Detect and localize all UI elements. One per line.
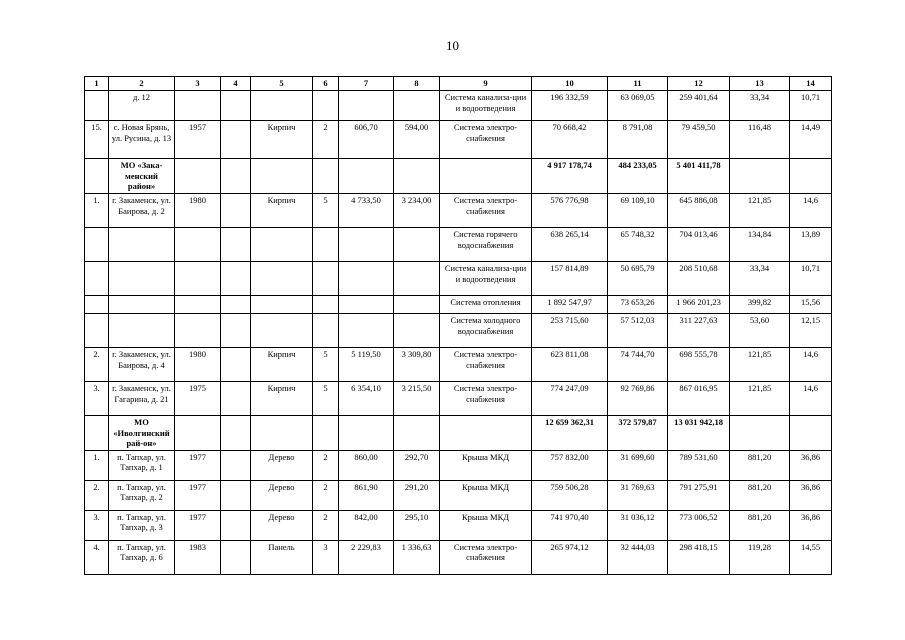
- cost-14-cell: 14,6: [790, 347, 832, 381]
- area-living-cell: [394, 91, 440, 121]
- cost-11-cell: 92 769,86: [608, 381, 668, 415]
- cost-14-cell: 13,89: [790, 227, 832, 261]
- cost-10-cell: 757 832,00: [532, 450, 608, 480]
- cost-13-cell: 881,20: [730, 450, 790, 480]
- col4-cell: [221, 510, 251, 540]
- floors-cell: 2: [313, 510, 339, 540]
- cost-10-cell: 1 892 547,97: [532, 295, 608, 313]
- cost-11-cell: 74 744,70: [608, 347, 668, 381]
- cost-12-cell: 5 401 411,78: [668, 159, 730, 194]
- header-cell: 6: [313, 77, 339, 91]
- cost-13-cell: 33,34: [730, 91, 790, 121]
- col4-cell: [221, 227, 251, 261]
- floors-cell: 5: [313, 347, 339, 381]
- area-living-cell: 291,20: [394, 480, 440, 510]
- cost-14-cell: [790, 159, 832, 194]
- cost-12-cell: 298 418,15: [668, 540, 730, 574]
- row-number: 15.: [85, 121, 109, 159]
- system-cell: [440, 159, 532, 194]
- row-number: [85, 261, 109, 295]
- col4-cell: [221, 261, 251, 295]
- col4-cell: [221, 295, 251, 313]
- cost-12-cell: 773 006,52: [668, 510, 730, 540]
- cost-12-cell: 789 531,60: [668, 450, 730, 480]
- cost-12-cell: 13 031 942,18: [668, 415, 730, 450]
- cost-14-cell: 12,15: [790, 313, 832, 347]
- col4-cell: [221, 159, 251, 194]
- header-cell: 12: [668, 77, 730, 91]
- cost-11-cell: 372 579,87: [608, 415, 668, 450]
- material-cell: [251, 295, 313, 313]
- area-total-cell: [339, 295, 394, 313]
- cost-13-cell: 119,28: [730, 540, 790, 574]
- system-cell: Система канализа-ции и водоотведения: [440, 261, 532, 295]
- floors-cell: [313, 91, 339, 121]
- area-living-cell: 3 215,50: [394, 381, 440, 415]
- system-cell: Система электро-снабжения: [440, 347, 532, 381]
- cost-13-cell: 134,84: [730, 227, 790, 261]
- table-row: [85, 450, 832, 480]
- year-cell: [175, 313, 221, 347]
- cost-13-cell: 33,34: [730, 261, 790, 295]
- cost-14-cell: 10,71: [790, 261, 832, 295]
- area-total-cell: 860,00: [339, 450, 394, 480]
- table-row: [85, 227, 832, 261]
- floors-cell: [313, 313, 339, 347]
- address-cell: [109, 227, 175, 261]
- row-number: [85, 91, 109, 121]
- cost-14-cell: 36,86: [790, 450, 832, 480]
- cost-14-cell: 15,56: [790, 295, 832, 313]
- address-cell: МО «Иволгинский рай-он»: [109, 415, 175, 450]
- table-row: [85, 261, 832, 295]
- cost-13-cell: [730, 159, 790, 194]
- area-living-cell: 292,70: [394, 450, 440, 480]
- area-living-cell: [394, 261, 440, 295]
- cost-10-cell: 774 247,09: [532, 381, 608, 415]
- area-total-cell: [339, 91, 394, 121]
- area-living-cell: [394, 415, 440, 450]
- cost-12-cell: 698 555,78: [668, 347, 730, 381]
- material-cell: [251, 227, 313, 261]
- header-cell: 5: [251, 77, 313, 91]
- cost-10-cell: 576 776,98: [532, 193, 608, 227]
- floors-cell: [313, 159, 339, 194]
- col4-cell: [221, 381, 251, 415]
- header-cell: 3: [175, 77, 221, 91]
- cost-12-cell: 79 459,50: [668, 121, 730, 159]
- header-cell: 13: [730, 77, 790, 91]
- table-row: [85, 480, 832, 510]
- col4-cell: [221, 450, 251, 480]
- floors-cell: [313, 415, 339, 450]
- floors-cell: [313, 261, 339, 295]
- area-total-cell: 842,00: [339, 510, 394, 540]
- material-cell: [251, 159, 313, 194]
- address-cell: МО «Зака-менский район»: [109, 159, 175, 194]
- cost-13-cell: 121,85: [730, 193, 790, 227]
- address-cell: [109, 261, 175, 295]
- area-total-cell: [339, 415, 394, 450]
- material-cell: Кирпич: [251, 121, 313, 159]
- floors-cell: [313, 227, 339, 261]
- system-cell: [440, 415, 532, 450]
- header-cell: 1: [85, 77, 109, 91]
- cost-13-cell: 399,82: [730, 295, 790, 313]
- col4-cell: [221, 91, 251, 121]
- header-cell: 7: [339, 77, 394, 91]
- address-cell: д. 12: [109, 91, 175, 121]
- cost-10-cell: 265 974,12: [532, 540, 608, 574]
- cost-12-cell: 208 510,68: [668, 261, 730, 295]
- floors-cell: 2: [313, 450, 339, 480]
- area-living-cell: 594,00: [394, 121, 440, 159]
- cost-11-cell: 57 512,03: [608, 313, 668, 347]
- year-cell: 1957: [175, 121, 221, 159]
- page-number: 10: [446, 38, 459, 53]
- header-row: [85, 77, 832, 91]
- table-row: [85, 313, 832, 347]
- material-cell: [251, 313, 313, 347]
- year-cell: 1983: [175, 540, 221, 574]
- cost-14-cell: 10,71: [790, 91, 832, 121]
- area-living-cell: [394, 313, 440, 347]
- cost-10-cell: 196 332,59: [532, 91, 608, 121]
- cost-10-cell: 12 659 362,31: [532, 415, 608, 450]
- cost-10-cell: 741 970,40: [532, 510, 608, 540]
- system-cell: Крыша МКД: [440, 450, 532, 480]
- cost-11-cell: 50 695,79: [608, 261, 668, 295]
- material-cell: Дерево: [251, 450, 313, 480]
- cost-12-cell: 259 401,64: [668, 91, 730, 121]
- floors-cell: 2: [313, 480, 339, 510]
- floors-cell: 5: [313, 381, 339, 415]
- cost-14-cell: 14,6: [790, 381, 832, 415]
- cost-11-cell: 31 769,63: [608, 480, 668, 510]
- cost-13-cell: 881,20: [730, 510, 790, 540]
- cost-10-cell: 623 811,08: [532, 347, 608, 381]
- table-row: [85, 121, 832, 159]
- table-row: [85, 510, 832, 540]
- header-cell: 8: [394, 77, 440, 91]
- header-cell: 10: [532, 77, 608, 91]
- system-cell: Система холодного водоснабжения: [440, 313, 532, 347]
- address-cell: г. Закаменск, ул. Баирова, д. 2: [109, 193, 175, 227]
- cost-10-cell: 70 668,42: [532, 121, 608, 159]
- cost-10-cell: 4 917 178,74: [532, 159, 608, 194]
- year-cell: 1980: [175, 347, 221, 381]
- cost-12-cell: 704 013,46: [668, 227, 730, 261]
- area-living-cell: [394, 159, 440, 194]
- address-cell: п. Тапхар, ул. Тапхар, д. 3: [109, 510, 175, 540]
- area-living-cell: 3 309,80: [394, 347, 440, 381]
- area-living-cell: 1 336,63: [394, 540, 440, 574]
- system-cell: Крыша МКД: [440, 510, 532, 540]
- col4-cell: [221, 121, 251, 159]
- cost-10-cell: 253 715,60: [532, 313, 608, 347]
- system-cell: Система горячего водоснабжения: [440, 227, 532, 261]
- address-cell: г. Закаменск, ул. Гагарина, д. 21: [109, 381, 175, 415]
- cost-11-cell: 31 699,60: [608, 450, 668, 480]
- cost-12-cell: 311 227,63: [668, 313, 730, 347]
- address-cell: г. Закаменск, ул. Баирова, д. 4: [109, 347, 175, 381]
- cost-14-cell: [790, 415, 832, 450]
- cost-11-cell: 31 036,12: [608, 510, 668, 540]
- table-row: [85, 295, 832, 313]
- area-total-cell: [339, 159, 394, 194]
- table-row: [85, 381, 832, 415]
- cost-13-cell: 121,85: [730, 381, 790, 415]
- system-cell: Система отопления: [440, 295, 532, 313]
- table-row: [85, 540, 832, 574]
- cost-11-cell: 69 109,10: [608, 193, 668, 227]
- cost-13-cell: 116,48: [730, 121, 790, 159]
- area-total-cell: 4 733,50: [339, 193, 394, 227]
- repair-cost-table: [84, 76, 832, 575]
- row-number: 3.: [85, 381, 109, 415]
- col4-cell: [221, 193, 251, 227]
- material-cell: Дерево: [251, 510, 313, 540]
- area-total-cell: 861,90: [339, 480, 394, 510]
- cost-11-cell: 484 233,05: [608, 159, 668, 194]
- area-total-cell: 606,70: [339, 121, 394, 159]
- subtotal-row: [85, 159, 832, 194]
- cost-11-cell: 63 069,05: [608, 91, 668, 121]
- row-number: [85, 227, 109, 261]
- cost-10-cell: 759 506,28: [532, 480, 608, 510]
- cost-10-cell: 638 265,14: [532, 227, 608, 261]
- year-cell: 1980: [175, 193, 221, 227]
- cost-13-cell: [730, 415, 790, 450]
- table-row: [85, 347, 832, 381]
- cost-10-cell: 157 814,89: [532, 261, 608, 295]
- row-number: [85, 415, 109, 450]
- floors-cell: 2: [313, 121, 339, 159]
- cost-11-cell: 8 791,08: [608, 121, 668, 159]
- cost-13-cell: 121,85: [730, 347, 790, 381]
- area-total-cell: [339, 261, 394, 295]
- cost-11-cell: 32 444,03: [608, 540, 668, 574]
- floors-cell: 3: [313, 540, 339, 574]
- cost-12-cell: 867 016,95: [668, 381, 730, 415]
- material-cell: Кирпич: [251, 347, 313, 381]
- address-cell: п. Тапхар, ул. Тапхар, д. 2: [109, 480, 175, 510]
- system-cell: Система канализа-ции и водоотведения: [440, 91, 532, 121]
- year-cell: [175, 261, 221, 295]
- row-number: 1.: [85, 193, 109, 227]
- area-living-cell: 295,10: [394, 510, 440, 540]
- cost-12-cell: 791 275,91: [668, 480, 730, 510]
- material-cell: Панель: [251, 540, 313, 574]
- area-living-cell: [394, 227, 440, 261]
- year-cell: [175, 91, 221, 121]
- row-number: [85, 295, 109, 313]
- table-row: [85, 193, 832, 227]
- header-cell: 4: [221, 77, 251, 91]
- col4-cell: [221, 313, 251, 347]
- row-number: 3.: [85, 510, 109, 540]
- col4-cell: [221, 480, 251, 510]
- material-cell: Кирпич: [251, 193, 313, 227]
- year-cell: 1977: [175, 510, 221, 540]
- material-cell: [251, 415, 313, 450]
- col4-cell: [221, 540, 251, 574]
- system-cell: Система электро-снабжения: [440, 540, 532, 574]
- system-cell: Система электро-снабжения: [440, 381, 532, 415]
- year-cell: 1977: [175, 480, 221, 510]
- area-total-cell: 2 229,83: [339, 540, 394, 574]
- row-number: 2.: [85, 480, 109, 510]
- cost-12-cell: 1 966 201,23: [668, 295, 730, 313]
- material-cell: [251, 261, 313, 295]
- cost-12-cell: 645 886,08: [668, 193, 730, 227]
- row-number: [85, 313, 109, 347]
- area-total-cell: [339, 313, 394, 347]
- material-cell: Дерево: [251, 480, 313, 510]
- area-living-cell: [394, 295, 440, 313]
- row-number: 2.: [85, 347, 109, 381]
- year-cell: 1975: [175, 381, 221, 415]
- year-cell: 1977: [175, 450, 221, 480]
- col4-cell: [221, 415, 251, 450]
- col4-cell: [221, 347, 251, 381]
- address-cell: п. Тапхар, ул. Тапхар, д. 6: [109, 540, 175, 574]
- cost-11-cell: 65 748,32: [608, 227, 668, 261]
- material-cell: Кирпич: [251, 381, 313, 415]
- header-cell: 11: [608, 77, 668, 91]
- material-cell: [251, 91, 313, 121]
- year-cell: [175, 415, 221, 450]
- header-cell: 14: [790, 77, 832, 91]
- cost-14-cell: 14,6: [790, 193, 832, 227]
- address-cell: с. Новая Брянь, ул. Русина, д. 13: [109, 121, 175, 159]
- table-row: [85, 91, 832, 121]
- area-total-cell: [339, 227, 394, 261]
- table-body: [85, 91, 832, 575]
- floors-cell: 5: [313, 193, 339, 227]
- area-total-cell: 6 354,10: [339, 381, 394, 415]
- subtotal-row: [85, 415, 832, 450]
- address-cell: [109, 295, 175, 313]
- area-total-cell: 5 119,50: [339, 347, 394, 381]
- cost-13-cell: 53,60: [730, 313, 790, 347]
- area-living-cell: 3 234,00: [394, 193, 440, 227]
- year-cell: [175, 295, 221, 313]
- year-cell: [175, 227, 221, 261]
- system-cell: Крыша МКД: [440, 480, 532, 510]
- row-number: [85, 159, 109, 194]
- address-cell: п. Тапхар, ул. Тапхар, д. 1: [109, 450, 175, 480]
- system-cell: Система электро-снабжения: [440, 193, 532, 227]
- cost-14-cell: 14,49: [790, 121, 832, 159]
- address-cell: [109, 313, 175, 347]
- header-cell: 2: [109, 77, 175, 91]
- row-number: 1.: [85, 450, 109, 480]
- floors-cell: [313, 295, 339, 313]
- year-cell: [175, 159, 221, 194]
- header-cell: 9: [440, 77, 532, 91]
- cost-14-cell: 36,86: [790, 510, 832, 540]
- cost-14-cell: 36,86: [790, 480, 832, 510]
- cost-14-cell: 14,55: [790, 540, 832, 574]
- system-cell: Система электро-снабжения: [440, 121, 532, 159]
- row-number: 4.: [85, 540, 109, 574]
- cost-11-cell: 73 653,26: [608, 295, 668, 313]
- cost-13-cell: 881,20: [730, 480, 790, 510]
